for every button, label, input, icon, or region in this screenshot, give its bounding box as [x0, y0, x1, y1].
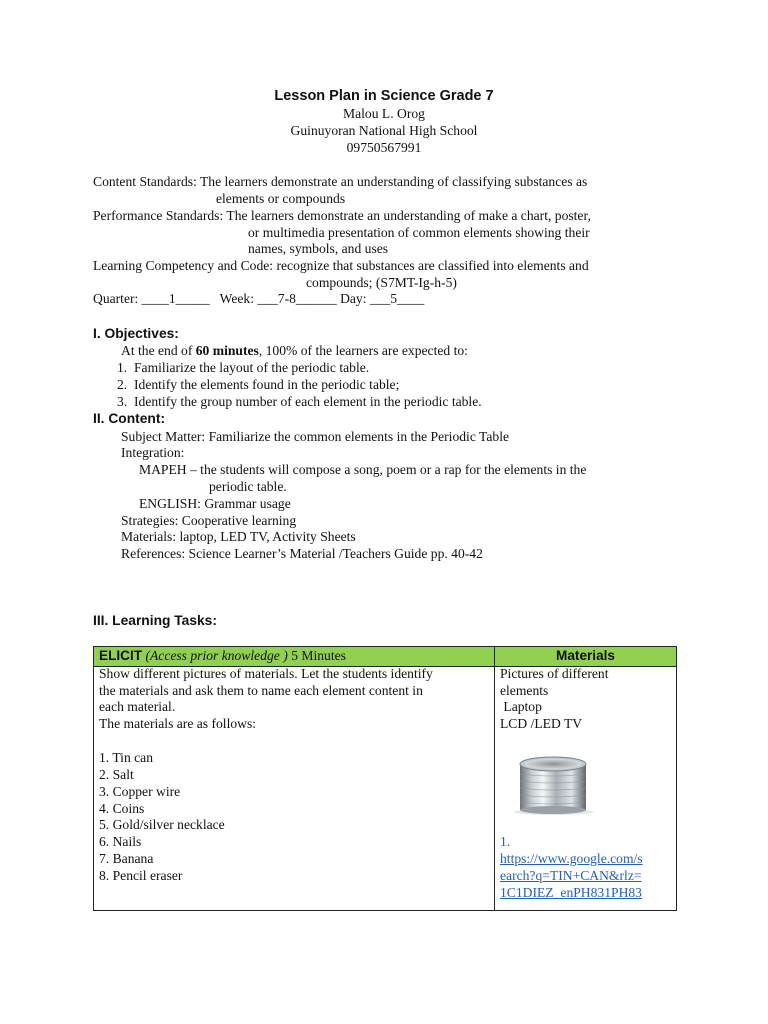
integration-label: Integration:: [121, 445, 185, 460]
content-heading: II. Content:: [93, 411, 166, 426]
reference-link-number: 1.: [500, 834, 511, 849]
objectives-intro: [121, 342, 468, 359]
elicit-instruction-line: each material.: [99, 699, 176, 714]
material-list-item: 6. Nails: [99, 834, 142, 849]
author-name: Malou L. Orog: [343, 106, 425, 121]
material-list-item: 1. Tin can: [99, 750, 154, 765]
material-list-item: 8. Pencil eraser: [99, 868, 183, 883]
learning-competency-label: Learning Competency and Code:: [93, 258, 274, 273]
subject-matter: Subject Matter: Familiarize the common elements in the Periodic Table: [121, 429, 509, 444]
learning-competency: [93, 257, 589, 274]
learning-competency-code: compounds; (S7MT-Ig-h-5): [306, 275, 457, 290]
objective-item: 3. Identify the group number of each element in the periodic table.: [117, 394, 482, 409]
integration-mapeh: MAPEH – the students will compose a song, poem or a rap for the elements in the: [139, 462, 587, 477]
materials-line: elements: [500, 683, 549, 698]
elicit-instruction-line: Show different pictures of materials. Let the students identify: [99, 666, 433, 681]
material-list-item: 2. Salt: [99, 767, 134, 782]
content-standards-text: The learners demonstrate an understanding of classifying substances as: [200, 174, 588, 189]
materials-line: LCD /LED TV: [500, 716, 583, 731]
materials-header: Materials: [556, 648, 615, 663]
elicit-minutes: 5 Minutes: [291, 648, 346, 663]
elicit-label: ELICIT: [99, 648, 143, 663]
material-list-item: 3. Copper wire: [99, 784, 181, 799]
reference-link[interactable]: 1C1DIEZ_enPH831PH83: [500, 885, 642, 900]
learning-tasks-heading: III. Learning Tasks:: [93, 613, 217, 628]
elicit-subtitle: (Access prior knowledge ): [145, 648, 288, 663]
material-list-item: 4. Coins: [99, 801, 145, 816]
performance-standards-line3: names, symbols, and uses: [248, 241, 389, 256]
learning-tasks-table: [93, 646, 677, 911]
school-name: Guinuyoran National High School: [290, 123, 478, 138]
reference-link[interactable]: https://www.google.com/s: [500, 851, 643, 866]
reference-link[interactable]: earch?q=TIN+CAN&rlz=: [500, 868, 642, 883]
material-list-item: 7. Banana: [99, 851, 154, 866]
page-title: Lesson Plan in Science Grade 7: [274, 88, 494, 104]
objectives-intro-post: , 100% of the learners are expected to:: [258, 343, 468, 358]
tin-can-image: [500, 752, 602, 818]
strategies: Strategies: Cooperative learning: [121, 513, 297, 528]
performance-standards-text: The learners demonstrate an understanding of make a chart, poster,: [226, 208, 591, 223]
learning-competency-text: recognize that substances are classified into elements and: [276, 258, 589, 273]
elicit-instruction-line: the materials and ask them to name each element content in: [99, 683, 423, 698]
performance-standards-line2: or multimedia presentation of common elements showing their: [248, 225, 590, 240]
content-standards-label: Content Standards:: [93, 174, 197, 189]
column-divider: [494, 647, 495, 910]
elicit-instruction-line: The materials are as follows:: [99, 716, 257, 731]
materials-line: Pictures of different: [500, 666, 609, 681]
objective-item: 1. Familiarize the layout of the periodic table.: [117, 360, 370, 375]
references: References: Science Learner’s Material /Teachers Guide pp. 40-42: [121, 546, 483, 561]
content-standards-continued: elements or compounds: [216, 191, 346, 206]
objectives-duration: 60 minutes: [195, 343, 259, 358]
objectives-heading: I. Objectives:: [93, 326, 179, 341]
objectives-intro-pre: At the end of: [121, 343, 196, 358]
performance-standards: [93, 207, 591, 224]
integration-english: ENGLISH: Grammar usage: [139, 496, 291, 511]
elicit-header: [99, 648, 346, 665]
performance-standards-label: Performance Standards:: [93, 208, 224, 223]
phone-number: 09750567991: [346, 140, 422, 155]
objective-item: 2. Identify the elements found in the periodic table;: [117, 377, 400, 392]
content-standards: [93, 173, 587, 190]
integration-mapeh-continued: periodic table.: [209, 479, 287, 494]
materials-line: Laptop: [500, 699, 542, 714]
material-list-item: 5. Gold/silver necklace: [99, 817, 225, 832]
schedule-line: Quarter: ____1_____ Week: ___7-8______ Day: ___5____: [93, 291, 425, 306]
materials: Materials: laptop, LED TV, Activity Sheets: [121, 529, 356, 544]
